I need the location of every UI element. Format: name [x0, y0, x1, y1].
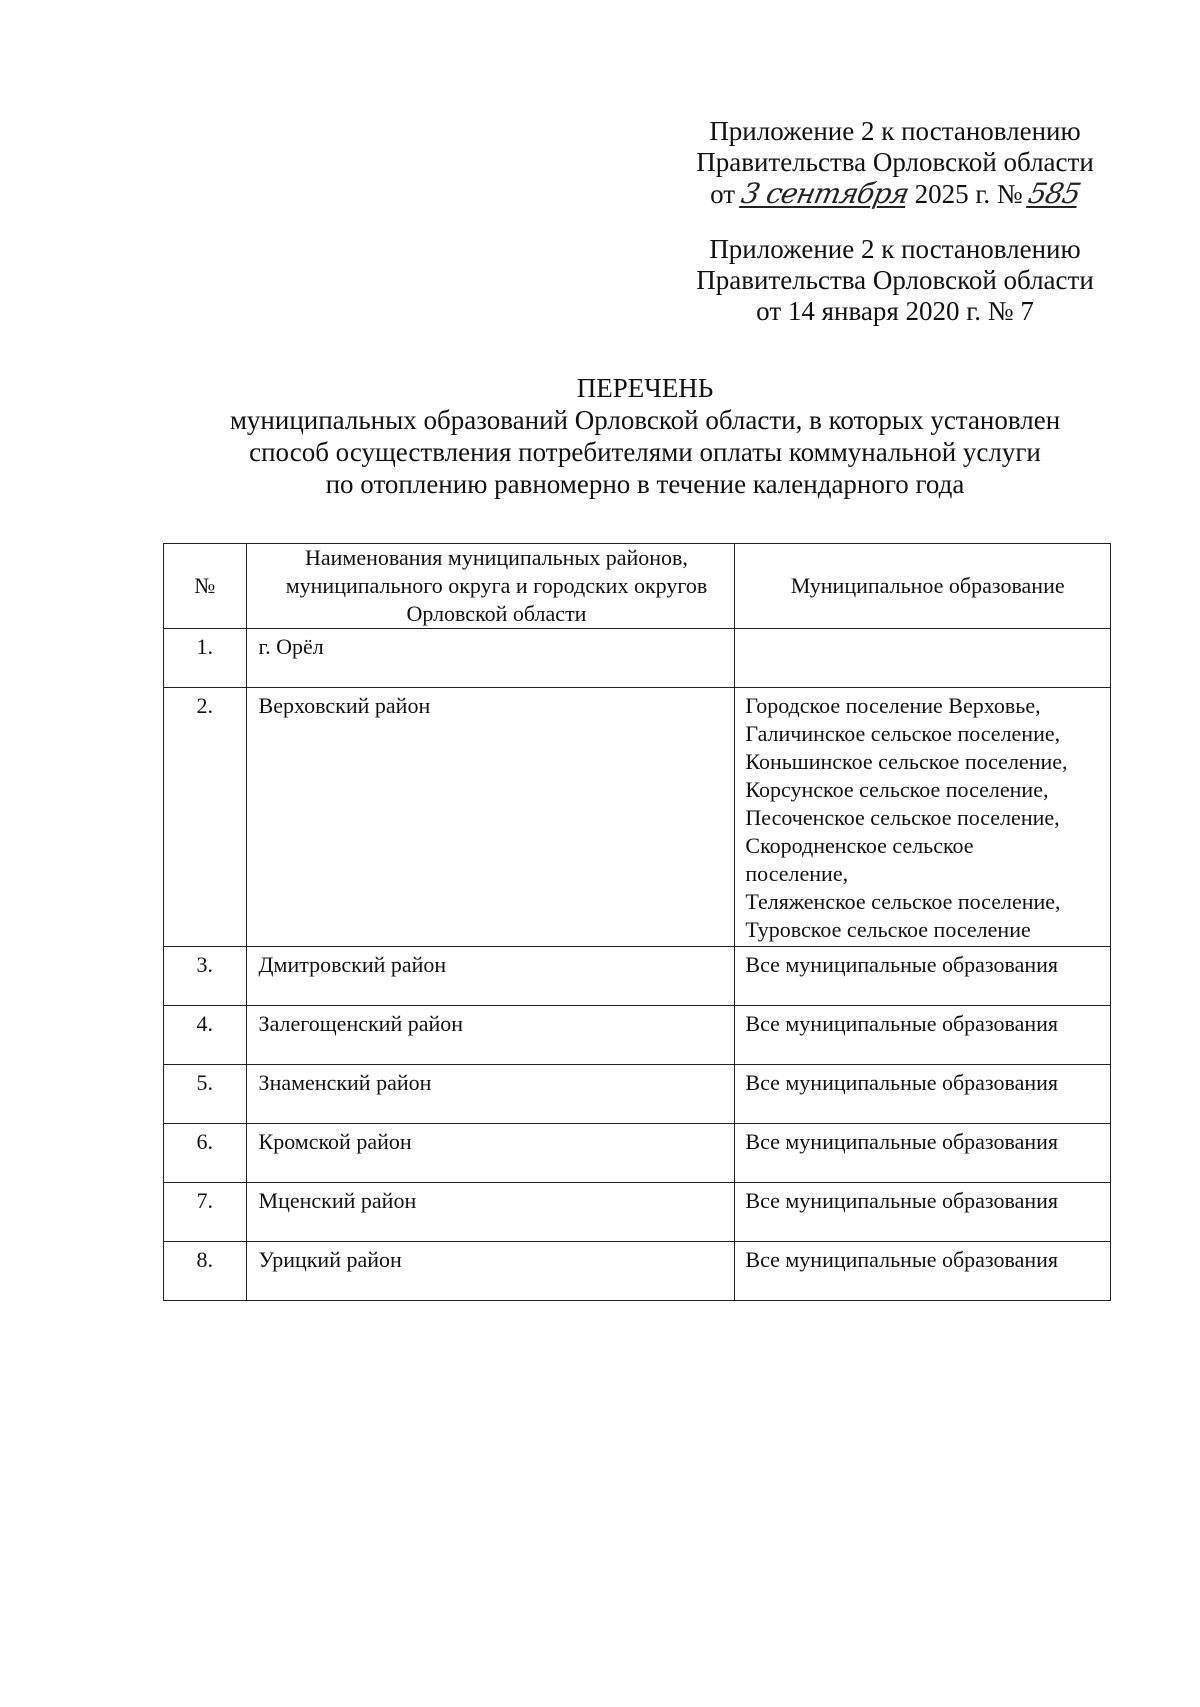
list-item: Городское поселение Верховье,	[745, 693, 1041, 718]
list-item: Корсунское сельское поселение,	[745, 777, 1049, 802]
header-original-line1: Приложение 2 к постановлению	[709, 234, 1081, 264]
row-municipality: Все муниципальные образования	[735, 1242, 1111, 1301]
table-row	[164, 1124, 1111, 1183]
title-line1: муниципальных образований Орловской области, в которых установлен	[229, 405, 1061, 435]
title-line3: по отоплению равномерно в течение календарного года	[325, 469, 965, 499]
row-num: 5.	[164, 1065, 247, 1124]
row-municipality: Все муниципальные образования	[735, 1124, 1111, 1183]
row-municipality: Все муниципальные образования	[735, 947, 1111, 1006]
table-row	[164, 947, 1111, 1006]
row-municipality: Все муниципальные образования	[735, 1183, 1111, 1242]
table-row	[164, 1065, 1111, 1124]
header-original	[620, 234, 1170, 327]
row-district: Дмитровский район	[246, 947, 735, 1006]
table-row	[164, 629, 1111, 688]
municipalities-table	[163, 543, 1111, 1301]
row-district: Залегощенский район	[246, 1006, 735, 1065]
table-row	[164, 1183, 1111, 1242]
header-amendment	[620, 116, 1170, 210]
table-row	[164, 1242, 1111, 1301]
row-num: 4.	[164, 1006, 247, 1065]
table-header-row	[164, 544, 1111, 629]
row-district: Урицкий район	[246, 1242, 735, 1301]
row-district: Верховский район	[246, 688, 735, 947]
header-district: Наименования муниципальных районов, муниципального округа и городских округов Орловской области	[246, 544, 735, 629]
date-prefix: от	[710, 179, 736, 209]
row-num: 7.	[164, 1183, 247, 1242]
row-municipality: Все муниципальные образования	[735, 1006, 1111, 1065]
handwritten-number: 585	[1025, 177, 1084, 210]
list-item: Теляженское сельское поселение,	[745, 889, 1061, 914]
header-amendment-line1: Приложение 2 к постановлению	[709, 116, 1081, 146]
header-amendment-line2: Правительства Орловской области	[696, 147, 1094, 177]
table-row	[164, 688, 1111, 947]
list-item: Галичинское сельское поселение,	[745, 721, 1061, 746]
row-municipality-list	[735, 688, 1111, 947]
document-title	[150, 372, 1140, 500]
row-num: 2.	[164, 688, 247, 947]
row-num: 1.	[164, 629, 247, 688]
row-district: Знаменский район	[246, 1065, 735, 1124]
header-original-line2: Правительства Орловской области	[696, 265, 1094, 295]
row-district: г. Орёл	[246, 629, 735, 688]
header-municipality: Муниципальное образование	[735, 544, 1111, 629]
row-district: Кромской район	[246, 1124, 735, 1183]
year-label: 2025 г. №	[914, 179, 1023, 209]
list-item: Скородненское сельское	[745, 833, 974, 858]
row-district: Мценский район	[246, 1183, 735, 1242]
handwritten-date: 3 сентября	[738, 177, 912, 210]
row-municipality: Все муниципальные образования	[735, 1065, 1111, 1124]
table-row	[164, 1006, 1111, 1065]
row-num: 6.	[164, 1124, 247, 1183]
row-num: 8.	[164, 1242, 247, 1301]
list-item: Песоченское сельское поселение,	[745, 805, 1060, 830]
list-item: Туровское сельское поселение	[745, 917, 1031, 942]
row-num: 3.	[164, 947, 247, 1006]
header-num: №	[164, 544, 247, 629]
list-item: Коньшинское сельское поселение,	[745, 749, 1068, 774]
list-item: поселение,	[745, 861, 849, 886]
title-heading: ПЕРЕЧЕНЬ	[576, 373, 714, 403]
row-municipality	[735, 629, 1111, 688]
header-amendment-line3	[620, 178, 1170, 210]
title-line2: способ осуществления потребителями оплаты коммунальной услуги	[249, 437, 1041, 467]
header-original-line3: от 14 января 2020 г. № 7	[756, 296, 1034, 326]
